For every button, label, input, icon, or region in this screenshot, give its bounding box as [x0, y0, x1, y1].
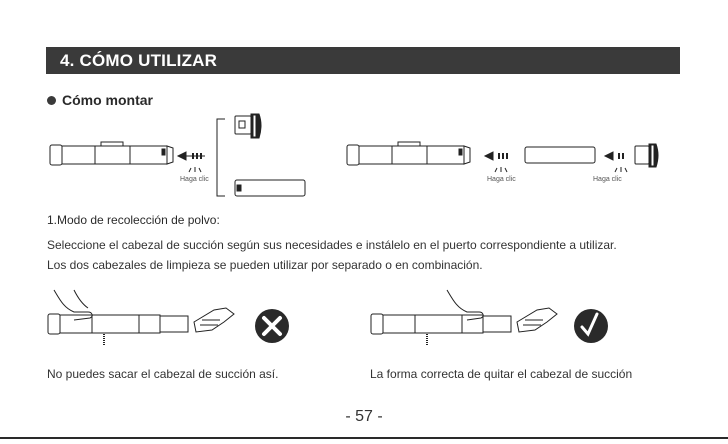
correct-removal-illustration	[367, 290, 627, 350]
footer-divider	[0, 437, 728, 439]
insert-arrow-icon-2	[485, 152, 507, 160]
mount-diagram-left	[45, 112, 315, 202]
wrong-removal-caption: No puedes sacar el cabezal de succión así.	[47, 367, 279, 381]
click-label-left: Haga clic	[180, 176, 209, 183]
mount-diagram-right	[345, 140, 665, 180]
check-mark-icon	[574, 309, 608, 343]
bullet-icon	[47, 96, 56, 105]
wrong-removal-illustration	[44, 290, 304, 350]
dust-mode-line-1: Seleccione el cabezal de succión según sus necesidades e instálelo en el puerto correspondiente a utilizar.	[47, 238, 617, 252]
section-title: 4. CÓMO UTILIZAR	[46, 47, 680, 74]
mount-heading	[47, 92, 153, 108]
mount-heading-text: Cómo montar	[62, 92, 153, 108]
correct-removal-caption: La forma correcta de quitar el cabezal de succión	[370, 367, 633, 381]
brush-head-illustration-2	[635, 144, 658, 167]
insert-arrow-icon-3	[605, 152, 623, 160]
vacuum-body-illustration	[50, 142, 173, 165]
click-label-right: Haga clic	[593, 176, 622, 183]
click-label-mid: Haga clic	[487, 176, 516, 183]
x-mark-icon	[255, 309, 289, 343]
dust-mode-title: 1.Modo de recolección de polvo:	[47, 213, 220, 227]
crevice-tool-illustration-2	[525, 147, 595, 163]
dust-mode-line-2: Los dos cabezales de limpieza se pueden utilizar por separado o en combinación.	[47, 258, 483, 272]
page-number: - 57 -	[345, 408, 383, 425]
vacuum-body-illustration-2	[347, 142, 470, 165]
crevice-tool-illustration	[235, 180, 305, 196]
brush-head-illustration	[235, 114, 261, 138]
insert-arrow-icon	[178, 152, 205, 160]
